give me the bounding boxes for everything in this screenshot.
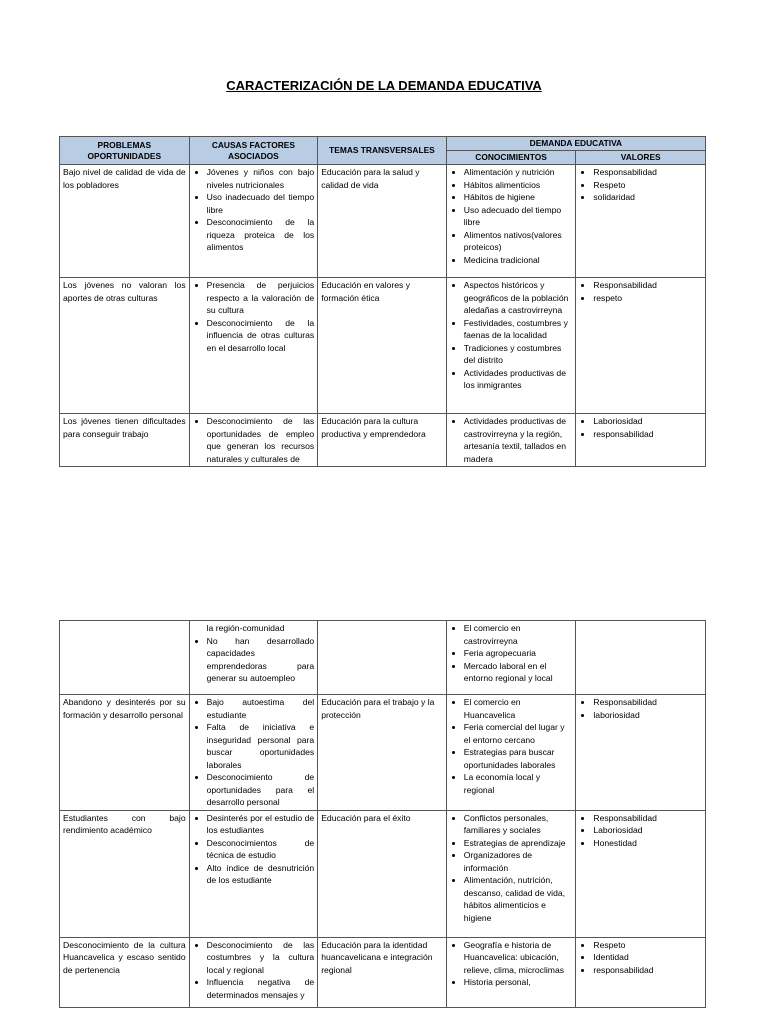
table-row	[60, 165, 706, 278]
problema-cell: Desconocimiento de la cultura Huancavelica y escaso sentido de pertenencia	[60, 937, 190, 1007]
causa-item: • Jóvenes y niños con bajo niveles nutricionales	[207, 166, 315, 191]
conocimiento-item: • Alimentos nativos(valores proteicos)	[464, 229, 573, 254]
problema-cell: Los jóvenes tienen dificultades para conseguir trabajo	[60, 414, 190, 467]
causas-cell	[189, 621, 318, 695]
valor-item: • Identidad	[593, 951, 702, 964]
causa-item: • Desinterés por el estudio de los estudiantes	[207, 812, 315, 837]
conocimientos-cell	[446, 414, 576, 467]
header-demanda: DEMANDA EDUCATIVA	[446, 137, 705, 151]
valor-item: • solidaridad	[593, 191, 702, 204]
conocimiento-item: • Feria agropecuaria	[464, 647, 573, 660]
tema-cell: Educación para la cultura productiva y emprendedora	[318, 414, 447, 467]
demand-table-page-1	[59, 136, 706, 467]
valor-item: • Laboriosidad	[593, 415, 702, 428]
causas-cell	[189, 937, 318, 1007]
conocimiento-item: • Organizadores de información	[464, 849, 573, 874]
conocimientos-cell	[446, 165, 576, 278]
table-row	[60, 414, 706, 467]
valor-item: • Honestidad	[593, 837, 702, 850]
demand-table-page-2	[59, 620, 706, 1008]
conocimiento-item: • El comercio en castrovirreyna	[464, 622, 573, 647]
tema-cell: Educación para la identidad huancavelicana e integración regional	[318, 937, 447, 1007]
conocimiento-item: • Actividades productivas de castrovirreyna y la región, artesanía textil, tallados en madera	[464, 415, 573, 465]
conocimiento-item: • Geografía e historia de Huancavelica: ubicación, relieve, clima, microclimas	[464, 939, 573, 977]
conocimientos-cell	[446, 278, 576, 414]
valor-item: • Laboriosidad	[593, 824, 702, 837]
valor-item: • Responsabilidad	[593, 812, 702, 825]
conocimiento-item: • Hábitos de higiene	[464, 191, 573, 204]
tema-cell: Educación para la salud y calidad de vida	[318, 165, 447, 278]
causas-cell	[189, 810, 318, 937]
conocimientos-cell	[446, 937, 576, 1007]
conocimiento-item: • Historia personal,	[464, 976, 573, 989]
conocimiento-item: • Tradiciones y costumbres del distrito	[464, 342, 573, 367]
valor-item: • Respeto	[593, 939, 702, 952]
valor-item: • responsabilidad	[593, 964, 702, 977]
causa-item: • Desconocimiento de las oportunidades de empleo que generan los recursos naturales y culturales de	[207, 415, 315, 465]
causa-item: • Desconocimientos de técnica de estudio	[207, 837, 315, 862]
conocimientos-cell	[446, 810, 576, 937]
tema-cell	[318, 621, 447, 695]
conocimiento-item: • Uso adecuado del tiempo libre	[464, 204, 573, 229]
tema-cell: Educación en valores y formación ética	[318, 278, 447, 414]
valores-cell	[576, 278, 706, 414]
conocimiento-item: • Estrategias para buscar oportunidades laborales	[464, 746, 573, 771]
valores-cell	[576, 695, 706, 811]
problema-cell: Bajo nivel de calidad de vida de los pobladores	[60, 165, 190, 278]
table-row	[60, 621, 706, 695]
problema-cell: Abandono y desinterés por su formación y desarrollo personal	[60, 695, 190, 811]
causa-item: • Bajo autoestima del estudiante	[207, 696, 315, 721]
causa-item: • Influencia negativa de determinados mensajes y	[207, 976, 315, 1001]
conocimiento-item: • Mercado laboral en el entorno regional y local	[464, 660, 573, 685]
conocimiento-item: • Alimentación, nutrición, descanso, calidad de vida, hábitos alimenticios e higiene	[464, 874, 573, 924]
valores-cell	[576, 621, 706, 695]
causa-item: • Uso inadecuado del tiempo libre	[207, 191, 315, 216]
valores-cell	[576, 165, 706, 278]
conocimiento-item: • Medicina tradicional	[464, 254, 573, 267]
conocimiento-item: • Feria comercial del lugar y el entorno cercano	[464, 721, 573, 746]
valor-item: • Responsabilidad	[593, 696, 702, 709]
header-problemas: PROBLEMAS OPORTUNIDADES	[60, 137, 190, 165]
valor-item: • Responsabilidad	[593, 279, 702, 292]
valor-item: • laboriosidad	[593, 709, 702, 722]
valor-item: • Responsabilidad	[593, 166, 702, 179]
causa-item: • No han desarrollado capacidades emprendedoras para generar su autoempleo	[207, 635, 315, 685]
causa-item: • Presencia de perjuicios respecto a la valoración de su cultura	[207, 279, 315, 317]
table-row	[60, 695, 706, 811]
conocimiento-item: • El comercio en Huancavelica	[464, 696, 573, 721]
problema-cell: Estudiantes con bajo rendimiento académico	[60, 810, 190, 937]
causas-lead-text: la región-comunidad	[206, 623, 285, 633]
header-valores: VALORES	[576, 151, 706, 165]
causas-cell	[189, 165, 318, 278]
problema-cell	[60, 621, 190, 695]
causa-item: • Desconocimiento de la influencia de otras culturas en el desarrollo local	[207, 317, 315, 355]
conocimientos-cell	[446, 695, 576, 811]
causas-cell	[189, 414, 318, 467]
table-row	[60, 810, 706, 937]
table-row	[60, 937, 706, 1007]
conocimiento-item: • Hábitos alimenticios	[464, 179, 573, 192]
causas-cell	[189, 278, 318, 414]
conocimiento-item: • Aspectos históricos y geográficos de la población aledañas a castrovirreyna	[464, 279, 573, 317]
causa-item: • Alto índice de desnutrición de los estudiante	[207, 862, 315, 887]
conocimiento-item: • Actividades productivas de los inmigrantes	[464, 367, 573, 392]
conocimiento-item: • Estrategias de aprendizaje	[464, 837, 573, 850]
tema-cell: Educación para el trabajo y la protección	[318, 695, 447, 811]
valor-item: • responsabilidad	[593, 428, 702, 441]
causa-item: • Falta de iniciativa e inseguridad personal para buscar oportunidades laborales	[207, 721, 315, 771]
conocimientos-cell	[446, 621, 576, 695]
causa-item: • Desconocimiento de oportunidades para el desarrollo personal	[207, 771, 315, 809]
valor-item: • Respeto	[593, 179, 702, 192]
valor-item: • respeto	[593, 292, 702, 305]
conocimiento-item: • Festividades, costumbres y faenas de la localidad	[464, 317, 573, 342]
document-title: CARACTERIZACIÓN DE LA DEMANDA EDUCATIVA	[226, 78, 542, 93]
header-conocimientos: CONOCIMIENTOS	[446, 151, 576, 165]
conocimiento-item: • La economía local y regional	[464, 771, 573, 796]
problema-cell: Los jóvenes no valoran los aportes de otras culturas	[60, 278, 190, 414]
conocimiento-item: • Conflictos personales, familiares y sociales	[464, 812, 573, 837]
causa-item: • Desconocimiento de la riqueza proteica de los alimentos	[207, 216, 315, 254]
header-temas: TEMAS TRANSVERSALES	[318, 137, 447, 165]
tema-cell: Educación para el éxito	[318, 810, 447, 937]
valores-cell	[576, 937, 706, 1007]
causa-item: • Desconocimiento de las costumbres y la cultura local y regional	[207, 939, 315, 977]
header-causas: CAUSAS FACTORES ASOCIADOS	[189, 137, 318, 165]
valores-cell	[576, 810, 706, 937]
conocimiento-item: • Alimentación y nutrición	[464, 166, 573, 179]
valores-cell	[576, 414, 706, 467]
causas-cell	[189, 695, 318, 811]
table-row	[60, 278, 706, 414]
